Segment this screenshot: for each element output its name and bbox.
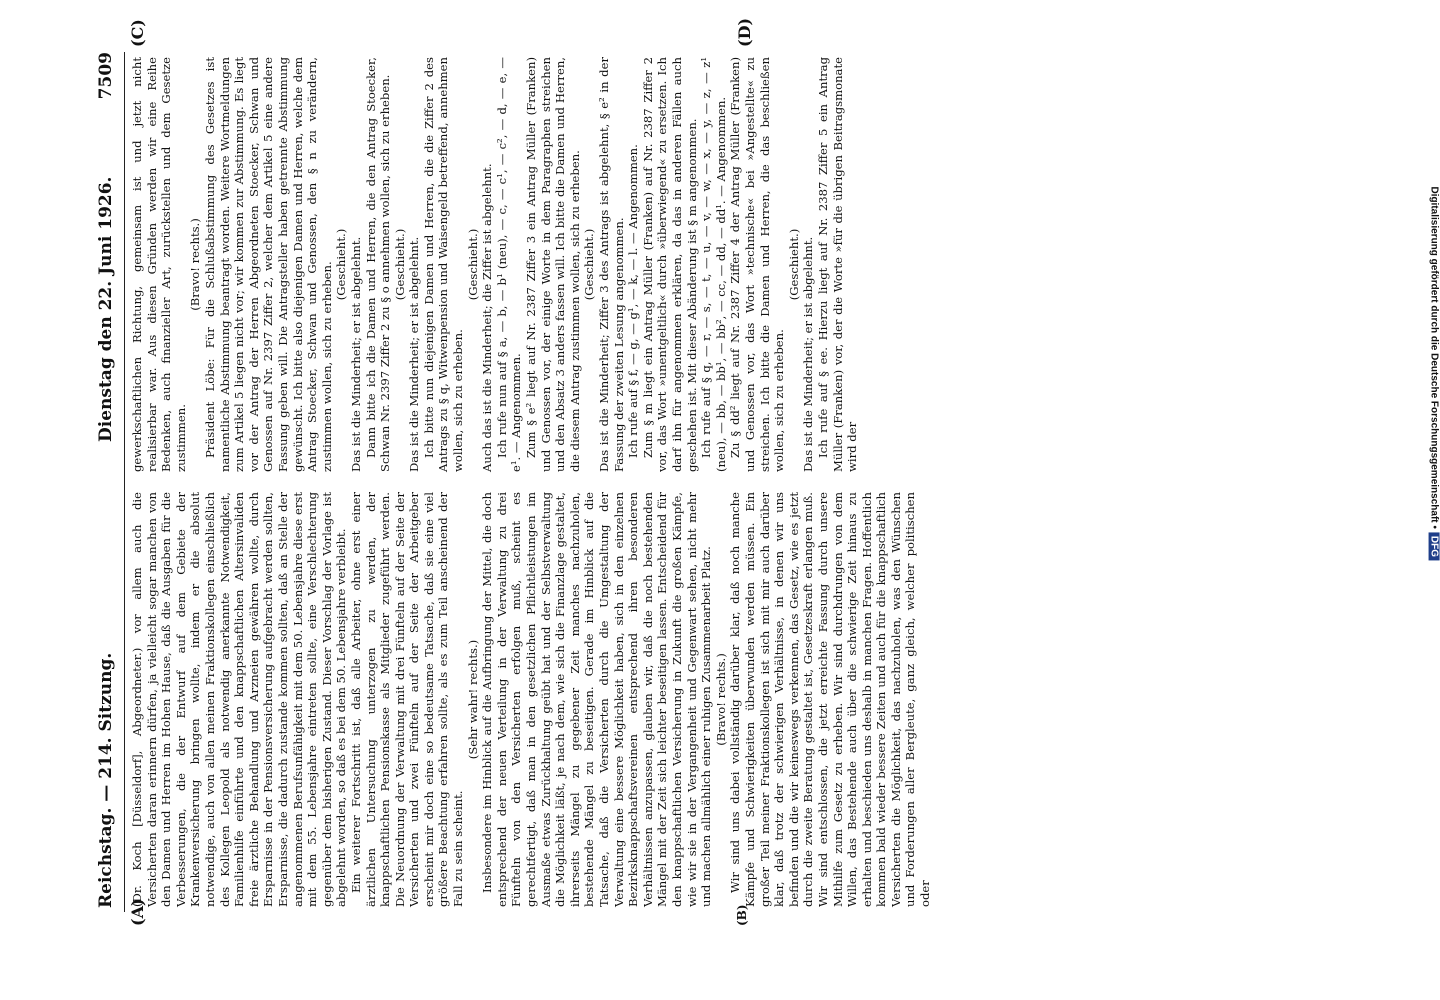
interjection: (Bravo! rechts.) (713, 653, 728, 746)
paragraph: Zum § m liegt ein Antrag Müller (Franken) auf Nr. 2387 Ziffer 2 vor, das Wort »unentgeltlich« durch »überwiegend« zu ersetzen. Ich darf ihn für angenommen erklären, da das in anderen Fällen auch geschehen ist. Mit dieser Abänderung ist § m angenommen. (640, 57, 699, 472)
header-session: Reichstag. — 214. Sitzung. (96, 652, 116, 908)
paragraph: Zu § dd² liegt auf Nr. 2387 Ziffer 4 der Antrag Müller (Franken) und Genossen vor, das Wort »technische« bei »Angestellte« zu streichen. Ich bitte die Damen und Herren, die das beschließen wollen, sich zu erheben. (728, 57, 787, 472)
interjection: (Geschieht.) (392, 228, 407, 301)
digitization-note: Digitalisierung gefördert durch die Deutsche Forschungsgemeinschaft • (1429, 186, 1440, 529)
paragraph: (Dr. Koch [Düsseldorf], Abgeordneter.) vor allem auch die Versicherten daran erinnern dürfen, ja vielleicht sogar manchen von den Damen und Herren im Hohen Hause, daß die Ausgaben für die Verbesserungen, die der Entwurf auf dem Gebiete der Krankenversicherung bringen wollte, indem er die absolut notwendige, auch von allen meinen Fraktionskollegen einschließlich des Kollegen Leopold als notwendig anerkannte Notwendigkeit, Familienhilfe einführte und den knappschaftlichen Altersinvaliden freie ärztliche Behandlung und Arzneien gewähren wollte, durch Ersparnisse in der Pensionsversicherung aufgebracht werden sollten, Ersparnisse, die dadurch zustande kommen sollten, daß an Stelle der angenommenen Berufsunfähigkeit mit dem 50. Lebensjahre diese erst mit dem 55. Lebensjahre eintreten sollte, eine Verschlechterung gegenüber dem bisherigen Zustand. Dieser Vorschlag der Vorlage ist abgelehnt worden, so daß es bei dem 50. Lebensjahre verbleibt. (130, 492, 349, 907)
paragraph: Ich rufe auf § q, — r, — s, — t, — u, — v, — w, — x, — y, — z, — z¹ (neu), — bb, — bb¹, — bb², — cc, — dd, — dd¹. — Angenommen. (699, 57, 728, 472)
margin-marker-b: (B) (735, 904, 749, 926)
paragraph: Das ist die Minderheit; er ist abgelehnt. (348, 236, 363, 472)
margin-marker-d: (D) (735, 17, 754, 47)
dfg-credit (1429, 186, 1440, 560)
column-left (130, 492, 933, 907)
header-rule (124, 52, 125, 912)
paragraph: Ein weiterer Fortschritt ist, daß alle Arbeiter, ohne erst einer ärztlichen Untersuchung unterzogen zu werden, der knappschaftlichen Pensionskasse als Mitglieder zugeführt werden. Die Neuordnung der Verwaltung mit drei Fünfteln auf der Seite der Versicherten und zwei Fünfteln auf der Seite der Arbeitgeber erscheint mir doch eine so bedeutsame Tatsache, daß sie eine viel größere Beachtung erfahren sollte, als es zum Teil anscheinend der Fall zu sein scheint. (348, 492, 466, 907)
interjection: (Geschieht.) (786, 228, 801, 301)
paragraph: gewerkschaftlichen Richtung, gemeinsam ist und jetzt nicht realisierbar war. Aus diesen Gründen werden wir eine Reihe Bedenken, auch finanzieller Art, zurückstellen und dem Gesetze zustimmen. (130, 57, 188, 472)
interjection: (Bravo! rechts.) (188, 218, 203, 311)
page-header (96, 52, 124, 912)
margin-marker-a: (A) (128, 898, 147, 926)
paragraph: Zum § e² liegt auf Nr. 2387 Ziffer 3 ein Antrag Müller (Franken) und Genossen vor, der einige Worte in dem Paragraphen streichen und den Absatz 3 anders fassen will. Ich bitte die Damen und Herren, die diesem Antrag zustimmen wollen, sich zu erheben. (524, 57, 582, 472)
column-right (130, 57, 860, 472)
paragraph: Ich rufe auf § ee. Hierzu liegt auf Nr. 2387 Ziffer 5 ein Antrag Müller (Franken) vor, der die Worte »für die übrigen Beitragsmonate wird der (815, 57, 860, 472)
page-number: 7509 (96, 52, 116, 100)
paragraph: Ich rufe auf § f, — g, — g¹, — k, — l. — Angenommen. (626, 144, 641, 458)
dfg-logo: DFG (1429, 533, 1440, 560)
interjection: (Geschieht.) (582, 228, 597, 301)
paragraph: Ich bitte nun diejenigen Damen und Herren, die die Ziffer 2 des Antrags zu § q, Witwenpension und Waisengeld betreffend, annehmen wollen, sich zu erheben. (421, 57, 466, 472)
interjection: (Geschieht.) (465, 228, 480, 301)
paragraph: Präsident Löbe: Für die Schlußabstimmung des Gesetzes ist namentliche Abstimmung beantragt worden. Weitere Wortmeldungen zum Artikel 5 liegen nicht vor; wir kommen zur Abstimmung. Es liegt vor der Antrag der Herren Abgeordneten Stoecker, Schwan und Genossen auf Nr. 2397 Ziffer 2, welcher dem Artikel 5 eine andere Fassung geben will. Die Antragsteller haben getrennte Abstimmung gewünscht. Ich bitte also diejenigen Damen und Herren, welche dem Antrag Stoecker, Schwan und Genossen, den § n zu verändern, zustimmen wollen, sich zu erheben. (202, 57, 334, 472)
paragraph: Das ist die Minderheit; er ist abgelehnt. (801, 236, 816, 472)
paragraph: Ich rufe nun auf § a, — b, — b¹ (neu), — c, — c¹, — c², — d, — e, — e¹. — Angenommen. (494, 57, 524, 472)
header-date: Dienstag den 22. Juni 1926. (96, 176, 116, 442)
margin-marker-c: (C) (128, 19, 147, 47)
paragraph: Wir sind uns dabei vollständig darüber klar, daß noch manche Kämpfe und Schwierigkeiten überwunden werden müssen. Ein großer Teil meiner Fraktionskollegen ist sich mit mir auch darüber klar, daß trotz der schwierigen Verhältnisse, in denen wir uns befinden und die wir keineswegs verkennen, das Gesetz, wie es jetzt durch die zweite Beratung gestaltet ist, Gesetzeskraft erlangen muß. Wir sind entschlossen, die jetzt erreichte Fassung durch unsere Mithilfe zum Gesetz zu erheben. Wir sind durchdrungen von dem Willen, das Bestehende auch über die schwierige Zeit hinaus zu erhalten und beschieden uns deshalb in manchen Fragen. Hoffentlich kommen bald wieder bessere Zeiten und auch für die knappschaftlich Versicherten die Möglichkeit, das nachzuholen, was den Wünschen und Forderungen aller Bergleute, ganz gleich, welcher politischen oder (728, 492, 933, 907)
paragraph: Das ist die Minderheit; Ziffer 3 des Antrags ist abgelehnt, § e² in der Fassung der zweiten Lesung angenommen. (597, 57, 626, 472)
paragraph: Insbesondere im Hinblick auf die Aufbringung der Mittel, die doch entsprechend der neuen Verteilung in der Verwaltung zu drei Fünfteln von den Versicherten erfolgen muß, scheint es gerechtfertigt, daß man in den gesetzlichen Pflichtleistungen im Ausmaße etwas Zurückhaltung geübt hat und der Selbstverwaltung die Möglichkeit läßt, je nach dem, wie sich die Finanzlage gestaltet, ihrerseits Mängel zu gegebener Zeit manches nachzuholen, bestehende Mängel zu beseitigen. Gerade im Hinblick auf die Tatsache, daß die Versicherten durch die Umgestaltung der Verwaltung eine bessere Möglichkeit haben, sich in den einzelnen Bezirksknappschaftsvereinen entsprechend ihren besonderen Verhältnissen anzupassen, glauben wir, daß die noch bestehenden Mängel mit der Zeit sich leichter beseitigen lassen. Entscheidend für den knappschaftlichen Versicherung in Zukunft die großen Kämpfe, wie wir sie in der Vergangenheit und Gegenwart sehen, nicht mehr und machen allmählich einer ruhigen Zusammenarbeit Platz. (480, 492, 714, 907)
paragraph: Das ist die Minderheit; er ist abgelehnt. (407, 236, 422, 472)
paragraph: Auch das ist die Minderheit; die Ziffer ist abgelehnt. (480, 163, 495, 472)
interjection: (Geschieht.) (334, 228, 349, 301)
paragraph: Dann bitte ich die Damen und Herren, die den Antrag Stoecker, Schwan Nr. 2397 Ziffer 2 zu § o annehmen wollen, sich zu erheben. (363, 57, 393, 472)
interjection: (Sehr wahr! rechts.) (465, 639, 480, 760)
